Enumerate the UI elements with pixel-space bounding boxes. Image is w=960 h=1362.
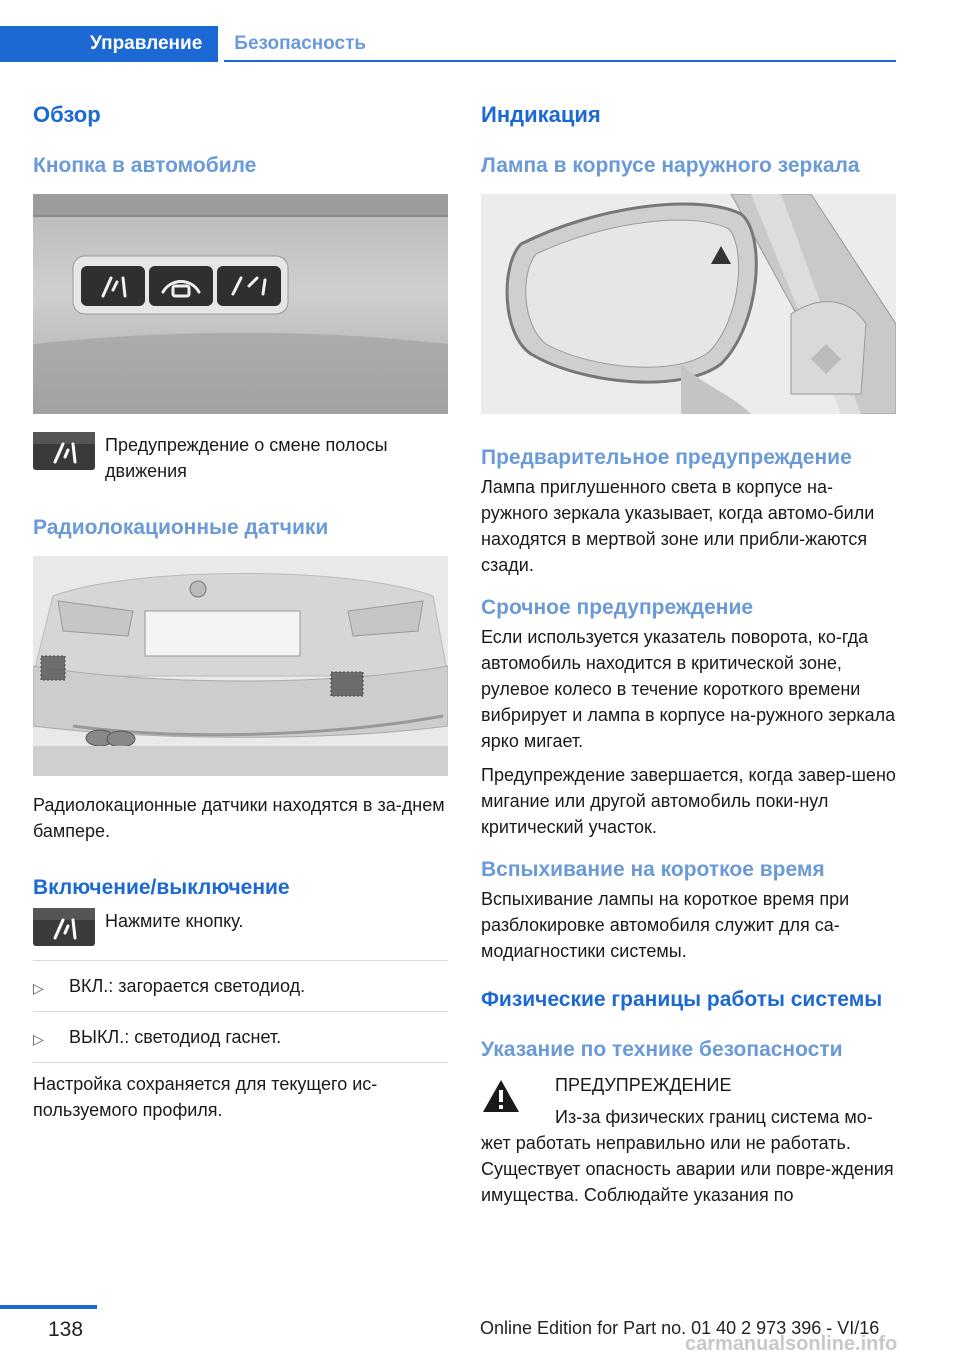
subheading-radar: Радиолокационные датчики [33, 516, 329, 539]
subheading-system-limits: Физические границы работы системы [481, 988, 883, 1011]
warning-block [481, 1072, 896, 1130]
triangle-bullet-icon: ▷ [33, 1031, 44, 1047]
profile-text: Настройка сохраняется для текущего ис-пользуемого профиля. [33, 1074, 378, 1120]
flash-text: Вспыхивание лампы на короткое время при разблокировке автомобиля служит для са-модиагностики системы. [481, 889, 850, 961]
left-column [33, 100, 448, 1123]
warning-end-text: Предупреждение завершается, когда завер-шено мигание или другой автомобиль поки-нул критический участок. [481, 765, 896, 837]
lane-change-warning-icon [33, 432, 95, 470]
tab-control[interactable]: Управление [0, 26, 218, 62]
subheading-on-off: Включение/выключение [33, 876, 290, 899]
warning-text: жет работать неправильно или не работать. Существует опасность аварии или повре-ждения имущества. Соблюдайте указания по [481, 1133, 894, 1205]
button-panel-image [33, 194, 448, 414]
triangle-bullet-icon: ▷ [33, 980, 44, 996]
subheading-safety-note: Указание по технике безопасности [481, 1038, 843, 1061]
urgent-warning-text: Если используется указатель поворота, ко-гда автомобиль находится в критической зоне, рулевое колесо в течение короткого времени вибрирует и лампа в корпусе на-ружного зеркала ярко мигает. [481, 627, 896, 751]
lane-change-warning-icon [33, 908, 95, 946]
state-list [33, 1024, 448, 1052]
section-title-indication: Индикация [481, 102, 601, 127]
subheading-pre-warning: Предварительное предупреждение [481, 446, 852, 469]
list-item: ▷ ВКЛ.: загорается светодиод. [33, 973, 448, 1001]
warning-text-first-line: Из-за физических границ система мо- [555, 1107, 873, 1127]
lane-warning-row [33, 432, 448, 484]
header-tabs [0, 26, 382, 62]
section-title-overview: Обзор [33, 102, 101, 127]
subheading-urgent-warning: Срочное предупреждение [481, 596, 754, 619]
press-button-text: Нажмите кнопку. [105, 911, 244, 931]
mirror-image [481, 194, 896, 414]
footer-bar [0, 1305, 97, 1309]
pre-warning-text: Лампа приглушенного света в корпусе на-ружного зеркала указывает, когда автомо-били находятся в мертвой зоне или прибли-жаются сзади. [481, 477, 875, 575]
lane-warning-label: Предупреждение о смене полосы движения [105, 435, 388, 481]
subheading-button: Кнопка в автомобиле [33, 154, 257, 177]
state-list [33, 973, 448, 1001]
right-column [481, 100, 896, 1208]
subheading-mirror-lamp: Лампа в корпусе наружного зеркала [481, 154, 860, 177]
press-button-row [33, 908, 448, 946]
edition-info: Online Edition for Part no. 01 40 2 973 396 - VI/16 [480, 1318, 880, 1338]
header-rule [224, 60, 896, 62]
radar-location-text: Радиолокационные датчики находятся в за-днем бампере. [33, 795, 445, 841]
warning-label: ПРЕДУПРЕЖДЕНИЕ [555, 1075, 732, 1095]
rear-bumper-image [33, 556, 448, 776]
list-item: ▷ ВЫКЛ.: светодиод гаснет. [33, 1024, 448, 1052]
warning-triangle-icon [481, 1078, 521, 1114]
page-number: 138 [48, 1318, 84, 1341]
subheading-flash: Вспыхивание на короткое время [481, 858, 825, 881]
tab-safety[interactable]: Безопасность [234, 33, 367, 54]
watermark: carmanualsonline.info [685, 1333, 898, 1355]
